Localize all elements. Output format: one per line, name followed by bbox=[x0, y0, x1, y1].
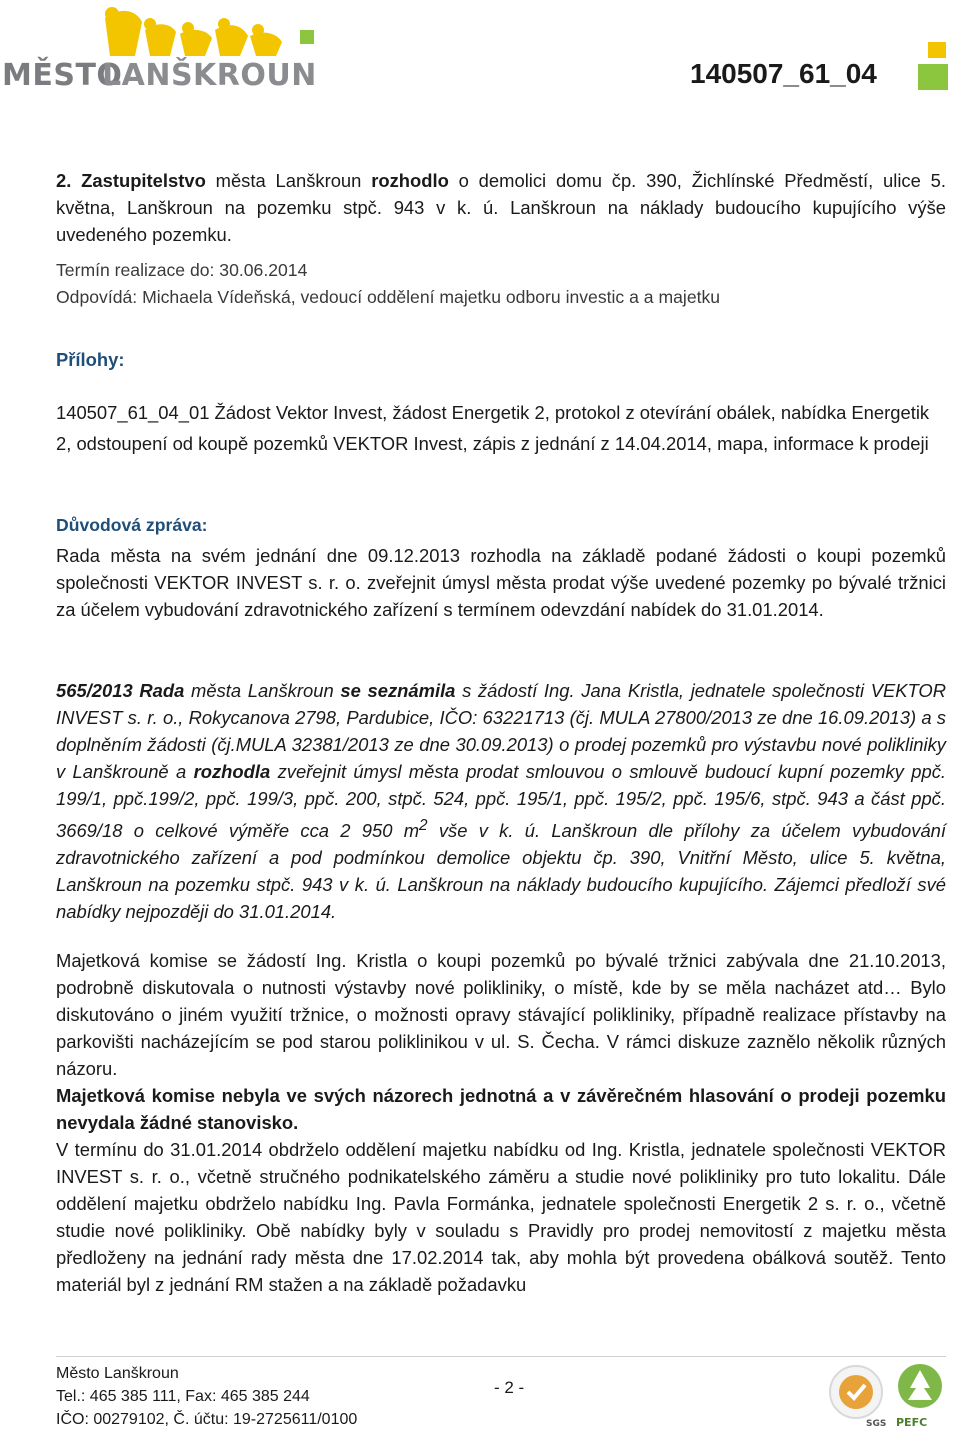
attachments-list: 140507_61_04_01 Žádost Vektor Invest, žádost Energetik 2, protokol z otevírání obálek, nabídka Energetik 2, odstoupení od koupě pozemků VEKTOR Invest, zápis z jednání z 14.04.2014, mapa, informace k prodeji bbox=[56, 402, 930, 454]
committee-paragraph: Majetková komise se žádostí Ing. Kristla o koupi pozemků po bývalé tržnici zabývala dne 21.10.2013, podrobně diskutovala o nutnosti výstavby nové polikliniky, o místě, kde by se měla nacházet atd… Bylo diskutováno o jiném využití tržnice, o možnosti opravy stávající polikliniky, případně realizace přístavby na parkovišti nacházejícím se pod starou poliklinikou v ul. S. Čecha. V rámci diskuze zaznělo několik různých názoru. bbox=[56, 950, 946, 1079]
resolution-verb: rozhodlo bbox=[371, 170, 449, 191]
logo-text-mesto: MĚSTO bbox=[2, 58, 123, 93]
council-text-4: vše v k. ú. Lanškroun dle přílohy za účelem vybudování zdravotnického zařízení a pod podmínkou demolice objektu čp. 390, Vnitřní Město, ulice 5. května, Lanškroun na pozemku stpč. 943 v k. ú. Lanškroun na náklady budoucího kupujícího. Zájemci předloží své nabídky nejpozději do 31.01.2014. bbox=[56, 820, 947, 923]
council-verb-1: se seznámila bbox=[340, 680, 456, 701]
page-number: - 2 - bbox=[494, 1378, 525, 1397]
report-intro: Rada města na svém jednání dne 09.12.2013 rozhodla na základě podané žádosti o koupi pozemků společnosti VEKTOR INVEST s. r. o. zveřejnit úmysl města prodat výše uvedené pozemky po bývalé tržnici za účelem vybudování zdravotnického zařízení s termínem odevzdání nabídek do 31.01.2014. bbox=[56, 545, 946, 620]
resolution-prefix: 2. Zastupitelstvo bbox=[56, 170, 206, 191]
footer-phone: Tel.: 465 385 111, Fax: 465 385 244 bbox=[56, 1388, 310, 1405]
footer-divider bbox=[56, 1356, 946, 1357]
attachments-heading: Přílohy: bbox=[56, 349, 125, 370]
quality-seal-icon bbox=[826, 1360, 888, 1430]
resolution-text-1: města Lanškroun bbox=[205, 170, 372, 191]
committee-conclusion-text: Majetková komise nebyla ve svých názorech jednotná a v závěrečném hlasování o prodeji pozemku nevydala žádné stanovisko. bbox=[56, 1085, 946, 1133]
document-id: 140507_61_04 bbox=[690, 58, 877, 89]
cert-pefc-text: PEFC bbox=[896, 1416, 928, 1429]
resolution-paragraph bbox=[56, 167, 946, 248]
offers-paragraph: V termínu do 31.01.2014 obdrželo oddělení majetku nabídku od Ing. Kristla, jednatele společnosti VEKTOR INVEST s. r. o., včetně stručného podnikatelského záměru a studie nové polikliniky pro tuto lokalitu. Dále oddělení majetku obdrželo nabídku Ing. Pavla Formánka, jednatele společnosti Energetik 2 s. r. o., včetně studie nové polikliniky. Obě nabídky byly v souladu s Pravidly pro prodej nemovitostí z majetku města předloženy na jednání rady města dne 17.02.2014 tak, aby mohla být provedena obálková soutěž. Tento materiál byl z jednání RM stažen a na základě požadavku bbox=[56, 1139, 946, 1295]
corner-square-icon bbox=[916, 40, 950, 92]
footer-organization: Město Lanškroun bbox=[56, 1365, 179, 1382]
logo-figures-icon bbox=[0, 0, 330, 110]
council-text-1: města Lanškroun bbox=[184, 680, 341, 701]
town-logo bbox=[0, 0, 330, 110]
responsible-person: Odpovídá: Michaela Vídeňská, vedoucí oddělení majetku odboru investic a a majetku bbox=[56, 287, 721, 307]
council-text-3: zveřejnit úmysl města prodat smlouvou o smlouvě budoucí kupní pozemky ppč. 199/1, ppč.199/2, ppč. 199/3, ppč. 200, stpč. 524, ppč. 195/1, ppč. 195/2, ppč. 195/6, stpč. 943 a část ppč. 3669/18 o celkové výměře cca 2 950 m bbox=[56, 761, 946, 842]
council-verb-2: rozhodla bbox=[193, 761, 271, 782]
logo-text-lanskroun: LANŠKROUN bbox=[102, 58, 317, 93]
pefc-tree-icon bbox=[890, 1360, 950, 1430]
cert-sgs-text: SGS bbox=[866, 1419, 887, 1429]
committee-conclusion bbox=[56, 1082, 946, 1136]
report-heading: Důvodová zpráva: bbox=[56, 515, 208, 535]
deadline: Termín realizace do: 30.06.2014 bbox=[56, 260, 308, 280]
area-unit-exponent: 2 bbox=[419, 817, 428, 834]
council-resolution-number: 565/2013 Rada bbox=[56, 680, 185, 701]
council-text-2: s žádostí Ing. Jana Kristla, jednatele společnosti VEKTOR INVEST s. r. o., Rokycanova 2798, Pardubice, IČO: 63221713 (čj. MULA 27800/2013 ze dne 16.09.2013) a s doplněním žádosti (čj.MULA 32381/2013 ze dne 30.09.2013) o prodej pozemků pro výstavbu nové polikliniky v Lanškrouně a bbox=[56, 680, 946, 782]
resolution-text-2: o demolici domu čp. 390, Žichlínské Předměstí, ulice 5. května, Lanškroun na pozemku stpč. 943 v k. ú. Lanškroun na náklady budoucího kupujícího výše uvedeného pozemku. bbox=[56, 170, 946, 245]
certification-logos bbox=[826, 1360, 950, 1430]
council-resolution bbox=[56, 677, 946, 925]
footer-ids: IČO: 00279102, Č. účtu: 19-2725611/0100 bbox=[56, 1411, 358, 1428]
